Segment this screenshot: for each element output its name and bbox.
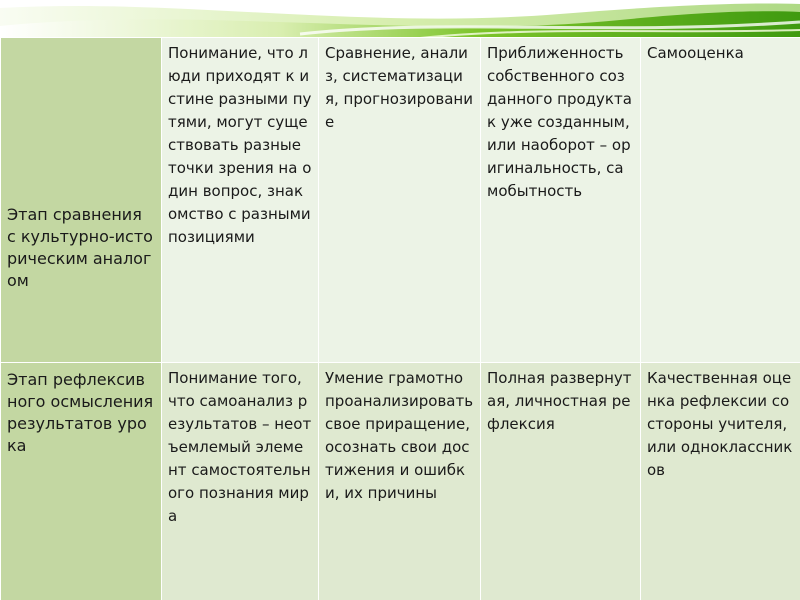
content-table xyxy=(0,37,800,600)
table-cell: Понимание того, что самоанализ результатов – неотъемлемый элемент самостоятельного познания мира xyxy=(162,363,319,600)
table-cell: Полная развернутая, личностная рефлексия xyxy=(481,363,641,600)
table-cell: Сравнение, анализ, систематизация, прогнозирование xyxy=(319,38,481,363)
stage-label: Этап рефлексивного осмысления результатов урока xyxy=(7,370,154,455)
stage-label: Этап сравнения с культурно-историческим аналогом xyxy=(7,205,153,290)
stage-cell xyxy=(1,38,162,363)
table-cell: Качественная оценка рефлексии со стороны учителя, или одноклассников xyxy=(641,363,800,600)
table-cell: Самооценка xyxy=(641,38,800,363)
table-cell: Приближенность собственного созданного продукта к уже созданным, или наоборот – оригинальность, самобытность xyxy=(481,38,641,363)
green-wave-banner xyxy=(0,0,800,40)
table-cell: Умение грамотно проанализировать свое приращение, осознать свои достижения и ошибки, их причины xyxy=(319,363,481,600)
stage-cell xyxy=(1,363,162,600)
table-cell: Понимание, что люди приходят к истине разными путями, могут существовать разные точки зрения на один вопрос, знакомство с разными позициями xyxy=(162,38,319,363)
table-row xyxy=(1,363,800,600)
table-row xyxy=(1,38,800,363)
